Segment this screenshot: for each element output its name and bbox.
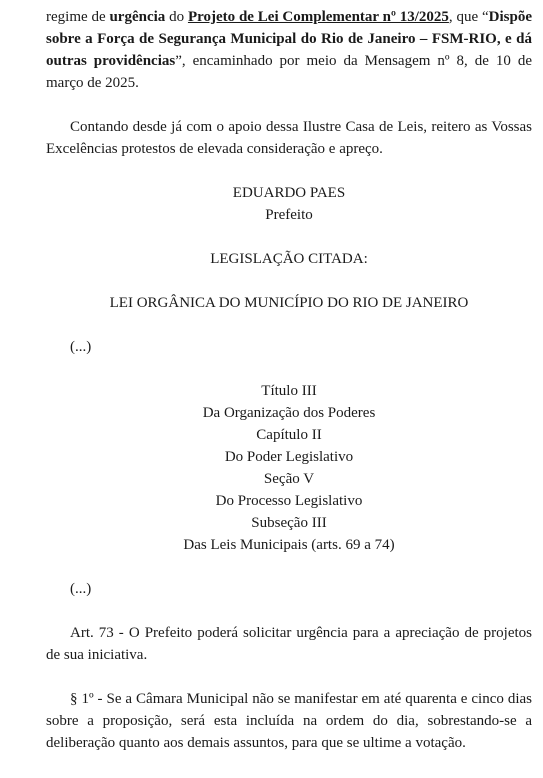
- structure-line: Da Organização dos Poderes: [202, 405, 376, 421]
- structure-line: Do Processo Legislativo: [215, 493, 363, 509]
- law-title: LEI ORGÂNICA DO MUNICÍPIO DO RIO DE JANEIRO: [109, 295, 469, 311]
- signature-role: Prefeito: [265, 207, 313, 223]
- intro-paragraph: [46, 6, 532, 94]
- structure-line: Título III: [261, 383, 317, 399]
- intro-text: , que “: [448, 9, 489, 25]
- closing-paragraph: Contando desde já com o apoio dessa Ilustre Casa de Leis, reitero as Vossas Excelências protestos de elevada consideração e apreço.: [46, 119, 532, 157]
- structure-line: Subseção III: [251, 515, 327, 531]
- bill-reference: Projeto de Lei Complementar nº 13/2025: [187, 9, 449, 25]
- urgency-term: urgência: [109, 9, 166, 25]
- ellipsis: (...): [70, 339, 92, 355]
- document-page: [46, 6, 532, 754]
- signature-name: EDUARDO PAES: [232, 185, 346, 201]
- legislation-heading: LEGISLAÇÃO CITADA:: [210, 251, 368, 267]
- article-73: Art. 73 - O Prefeito poderá solicitar urgência para a apreciação de projetos de sua iniciativa.: [46, 625, 532, 663]
- structure-line: Do Poder Legislativo: [224, 449, 354, 465]
- ellipsis: (...): [70, 581, 92, 597]
- intro-text: do: [165, 9, 188, 25]
- structure-line: Seção V: [263, 471, 315, 487]
- structure-line: Capítulo II: [256, 427, 322, 443]
- bill-subject: Dispõe sobre a Força de Segurança Municipal do Rio de Janeiro – FSM-RIO, e dá outras providências: [46, 9, 532, 69]
- intro-text: ”, encaminhado por meio da Mensagem nº 8, de 10 de março de 2025.: [46, 53, 532, 91]
- paragraph-1: § 1º - Se a Câmara Municipal não se manifestar em até quarenta e cinco dias sobre a proposição, será esta incluída na ordem do dia, sobrestando-se a deliberação quanto aos demais assuntos, para que se ultime a votação.: [46, 691, 532, 751]
- structure-line: Das Leis Municipais (arts. 69 a 74): [183, 537, 395, 553]
- intro-text: regime de: [46, 9, 110, 25]
- law-structure: [46, 380, 532, 556]
